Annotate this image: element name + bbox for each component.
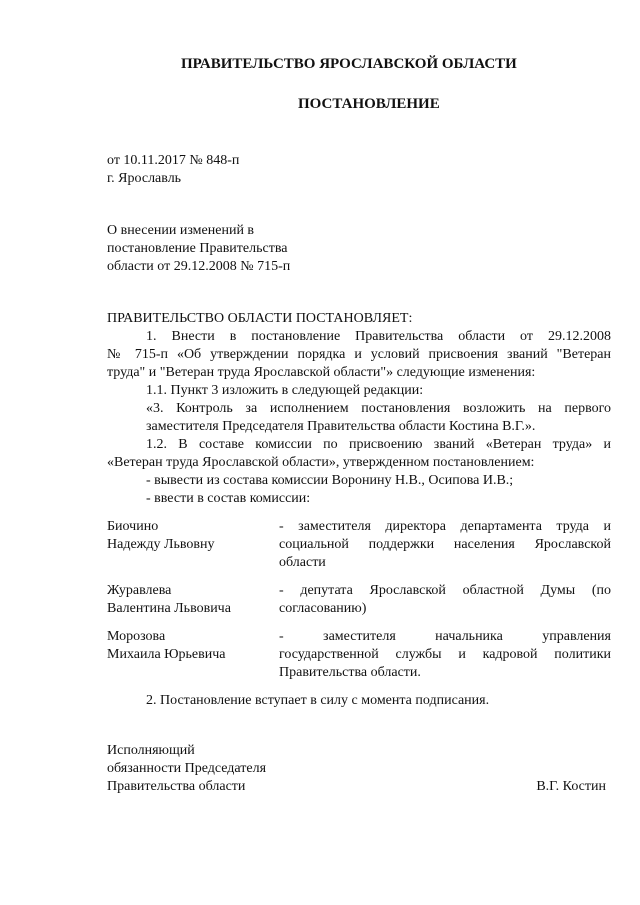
doc-type-title: ПОСТАНОВЛЕНИЕ [298, 96, 440, 112]
p2-line: 2. Постановление вступает в силу с момента подписания. [146, 693, 490, 708]
p1-line: 1. Внести в постановление Правительства области от 29.12.2008 [146, 329, 611, 344]
city: г. Ярославль [107, 171, 182, 186]
member-role-line: социальной поддержки населения Ярославской [279, 537, 611, 552]
member-surname: Биочино [107, 519, 159, 534]
p1-line: № 715-п «Об утверждении порядка и условий присвоения званий "Ветеран [107, 347, 611, 362]
remove-line: - вывести из состава комиссии Воронину Н.В., Осипова И.В.; [146, 473, 514, 488]
government-title: ПРАВИТЕЛЬСТВО ЯРОСЛАВСКОЙ ОБЛАСТИ [181, 56, 517, 72]
member-firstnames: Михаила Юрьевича [107, 647, 226, 662]
p1-2-line: 1.2. В составе комиссии по присвоению званий «Ветеран труда» и [146, 437, 611, 452]
p1-2-line: «Ветеран труда Ярославской области», утвержденном постановлением: [107, 455, 535, 470]
member-surname: Журавлева [107, 583, 172, 598]
p1-1-quote-line: «3. Контроль за исполнением постановления возложить на первого [146, 401, 611, 416]
member-role-line: области [279, 555, 326, 570]
signatory-name: В.Г. Костин [536, 779, 606, 794]
p1-1-line: 1.1. Пункт 3 изложить в следующей редакции: [146, 383, 424, 398]
p1-line: труда" и "Ветеран труда Ярославской области"» следующие изменения: [107, 365, 536, 380]
member-role-line: согласованию) [279, 601, 367, 616]
subject-line: области от 29.12.2008 № 715-п [107, 259, 291, 274]
signature-position-line: Исполняющий [107, 743, 195, 758]
member-firstnames: Надежду Львовну [107, 537, 215, 552]
member-role-line: - депутата Ярославской областной Думы (по [279, 583, 611, 598]
member-firstnames: Валентина Львовича [107, 601, 231, 616]
signature-position-line: Правительства области [107, 779, 246, 794]
date-number: от 10.11.2017 № 848-п [107, 153, 240, 168]
member-role-line: государственной службы и кадровой политики [279, 647, 611, 662]
member-role-line: - заместителя директора департамента труда и [279, 519, 611, 534]
add-line: - ввести в состав комиссии: [146, 491, 311, 506]
subject-line: О внесении изменений в [107, 223, 255, 238]
intro-line: ПРАВИТЕЛЬСТВО ОБЛАСТИ ПОСТАНОВЛЯЕТ: [107, 311, 413, 326]
subject-line: постановление Правительства [107, 241, 288, 256]
signature-position-line: обязанности Председателя [107, 761, 267, 776]
member-surname: Морозова [107, 629, 166, 644]
member-role-line: - заместителя начальника управления [279, 629, 611, 644]
member-role-line: Правительства области. [279, 665, 421, 680]
p1-1-quote-line: заместителя Председателя Правительства области Костина В.Г.». [146, 419, 536, 434]
